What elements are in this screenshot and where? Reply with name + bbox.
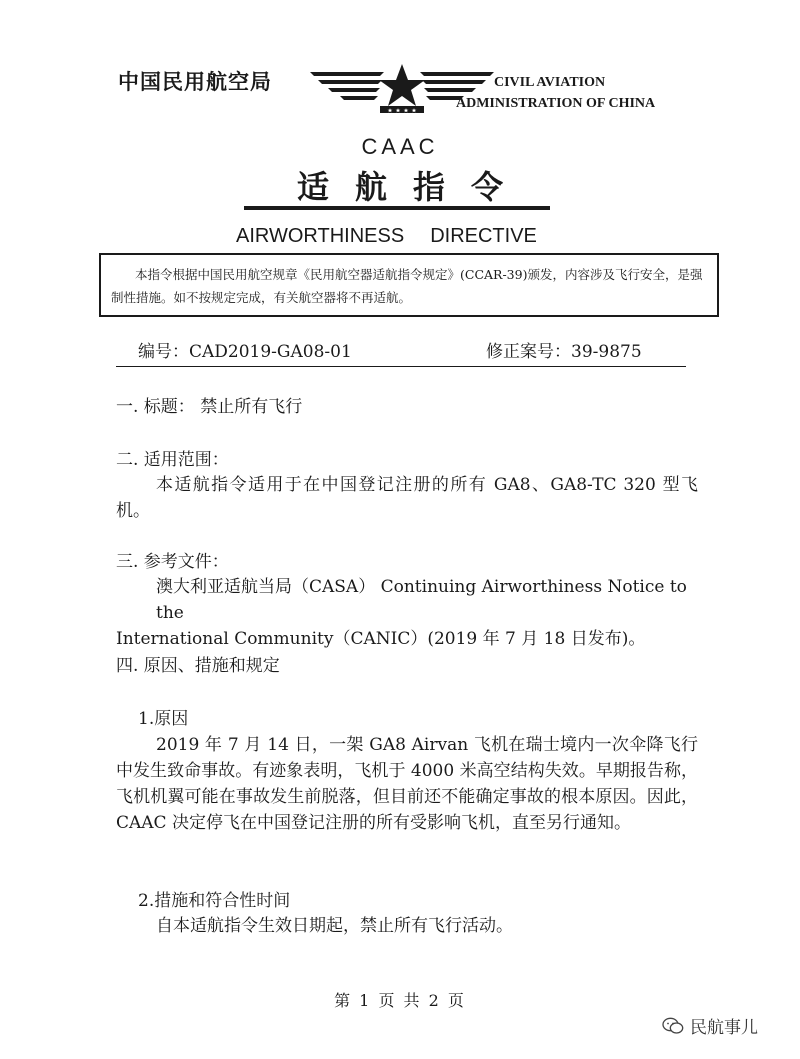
watermark-text: 民航事儿 bbox=[690, 1018, 758, 1038]
wechat-icon bbox=[662, 1017, 684, 1035]
section-4-2-body: 自本适航指令生效日期起，禁止所有飞行活动。 bbox=[156, 916, 513, 936]
agency-name-cn: 中国民用航空局 bbox=[118, 69, 272, 94]
amendment-number: 修正案号：39-9875 bbox=[486, 342, 642, 362]
watermark bbox=[662, 1013, 758, 1038]
section-4-heading: 四. 原因、措施和规定 bbox=[116, 656, 280, 676]
agency-name-en-line1: CIVIL AVIATION bbox=[494, 75, 606, 90]
page-number: 第 1 页 共 2 页 bbox=[334, 991, 466, 1010]
agency-name-en-line2: ADMINISTRATION OF CHINA bbox=[456, 96, 656, 111]
section-2-heading: 二. 适用范围： bbox=[116, 450, 229, 470]
section-3-heading: 三. 参考文件： bbox=[116, 552, 229, 572]
section-4-1-body: 2019 年 7 月 14 日，一架 GA8 Airvan 飞机在瑞士境内一次伞降飞行中发生致命事故。有迹象表明，飞机于 4000 米高空结构失效。早期报告称，飞机机翼可能在事故发生前脱落，但目前还不能确定事故的根本原因。因此，CAAC 决定停飞在中国登记注册的所有受影响飞机，直至另行通知。 bbox=[116, 735, 698, 833]
notice-box: 本指令根据中国民用航空规章《民用航空器适航指令规定》(CCAR-39)颁发，内容涉及飞行安全，是强制性措施。如不按规定完成，有关航空器将不再适航。 bbox=[99, 253, 719, 317]
section-4-2-heading: 2.措施和符合性时间 bbox=[138, 891, 291, 911]
caac-label: CAAC bbox=[361, 134, 439, 159]
meta-divider bbox=[116, 366, 686, 367]
section-4-1-heading: 1.原因 bbox=[138, 709, 189, 729]
document-title-en bbox=[236, 225, 537, 248]
directive-meta bbox=[138, 337, 658, 362]
section-2-body: 本适航指令适用于在中国登记注册的所有 GA8、GA8-TC 320 型飞机。 bbox=[116, 475, 698, 521]
title-en-word2: DIRECTIVE bbox=[430, 225, 537, 247]
agency-name-en bbox=[456, 72, 655, 114]
document-title: 适航指令 bbox=[296, 168, 529, 206]
section-3-body-line2: International Community（CANIC）(2019 年 7 月 18 日发布)。 bbox=[116, 629, 646, 649]
title-en-word1: AIRWORTHINESS bbox=[236, 225, 405, 247]
section-3-body-line1: 澳大利亚适航当局（CASA） Continuing Airworthiness Notice to the bbox=[156, 577, 687, 623]
section-1-title: 一. 标题： 禁止所有飞行 bbox=[116, 397, 303, 417]
title-underline bbox=[244, 206, 550, 210]
section-3-body bbox=[116, 574, 698, 652]
directive-number: 编号：CAD2019-GA08-01 bbox=[138, 342, 352, 362]
